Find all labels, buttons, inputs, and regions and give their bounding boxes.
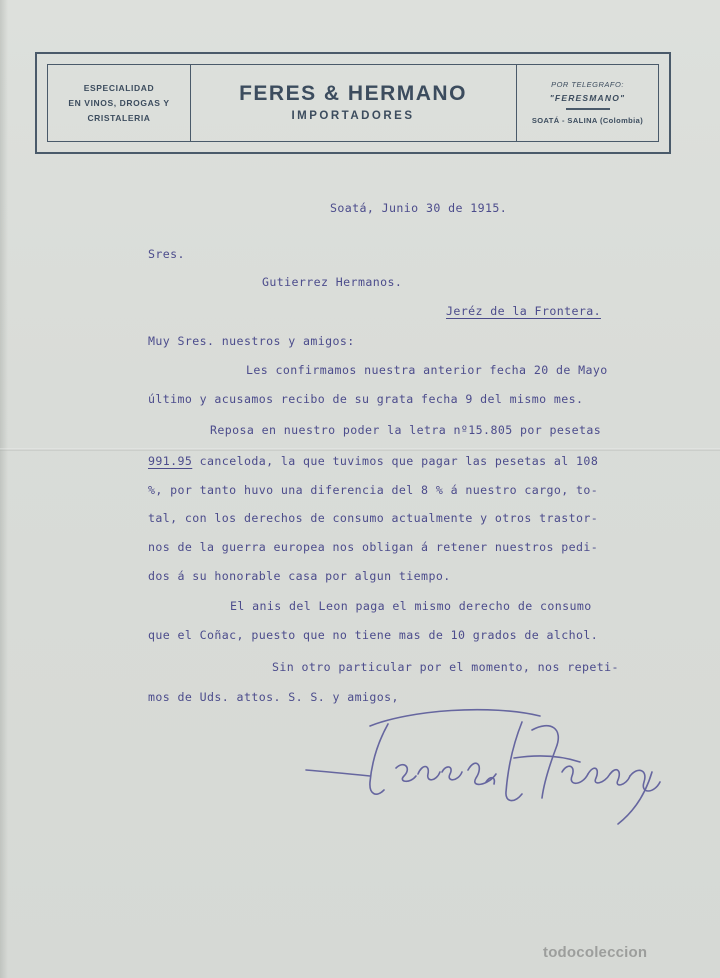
body-line-9: El anis del Leon paga el mismo derecho de consumo (230, 599, 592, 613)
letter-date: Soatá, Junio 30 de 1915. (330, 201, 508, 215)
body-line-8: dos á su honorable casa por algun tiempo. (148, 569, 451, 583)
body-line-6: tal, con los derechos de consumo actualmente y otros trastor- (148, 511, 599, 525)
telegraph-code: "FERESMANO" (549, 93, 626, 104)
body-line-2: último y acusamos recibo de su grata fecha 9 del mismo mes. (148, 392, 584, 406)
body-line-1: Les confirmamos nuestra anterior fecha 20 de Mayo (246, 363, 608, 377)
amount: 991.95 (148, 454, 193, 468)
specialty-line-3: CRISTALERIA (87, 112, 151, 123)
letterhead-company (190, 65, 516, 141)
body-line-3: Reposa en nuestro poder la letra nº15.805 por pesetas (210, 423, 602, 437)
company-subtitle: IMPORTADORES (291, 110, 415, 122)
body-line-10: que el Coñac, puesto que no tiene mas de 10 grados de alchol. (148, 628, 599, 642)
paper-fold-crease (0, 448, 720, 451)
telegraph-divider (566, 108, 610, 110)
body-line-4 (148, 454, 598, 468)
company-location: SOATÁ - SALINA (Colombia) (531, 115, 644, 125)
letterhead (35, 52, 671, 154)
telegraph-label: POR TELEGRAFO: (551, 80, 624, 90)
greeting: Muy Sres. nuestros y amigos: (148, 334, 355, 348)
body-line-11: Sin otro particular por el momento, nos repeti- (272, 660, 619, 674)
body-line-7: nos de la guerra europea nos obligan á retener nuestros pedi- (148, 540, 599, 554)
salutation-to: Sres. (148, 247, 185, 261)
letterhead-inner-frame (47, 64, 659, 142)
specialty-line-2: EN VINOS, DROGAS Y (68, 97, 170, 108)
watermark: todocoleccion (543, 944, 648, 961)
body-line-5: %, por tanto huvo una diferencia del 8 % á nuestro cargo, to- (148, 483, 599, 497)
body-line-12: mos de Uds. attos. S. S. y amigos, (148, 690, 399, 704)
company-name: FERES & HERMANO (239, 82, 467, 105)
letterhead-specialty (48, 65, 191, 141)
handwritten-signature (300, 702, 670, 832)
recipient-city: Jeréz de la Frontera. (446, 304, 601, 318)
body-line-4-text: canceloda, la que tuvimos que pagar las pesetas al 108 (199, 454, 599, 468)
paper-edge-shadow (0, 0, 8, 978)
letterhead-telegraph (516, 65, 658, 141)
specialty-line-1: ESPECIALIDAD (83, 82, 155, 93)
recipient-name: Gutierrez Hermanos. (262, 275, 403, 289)
